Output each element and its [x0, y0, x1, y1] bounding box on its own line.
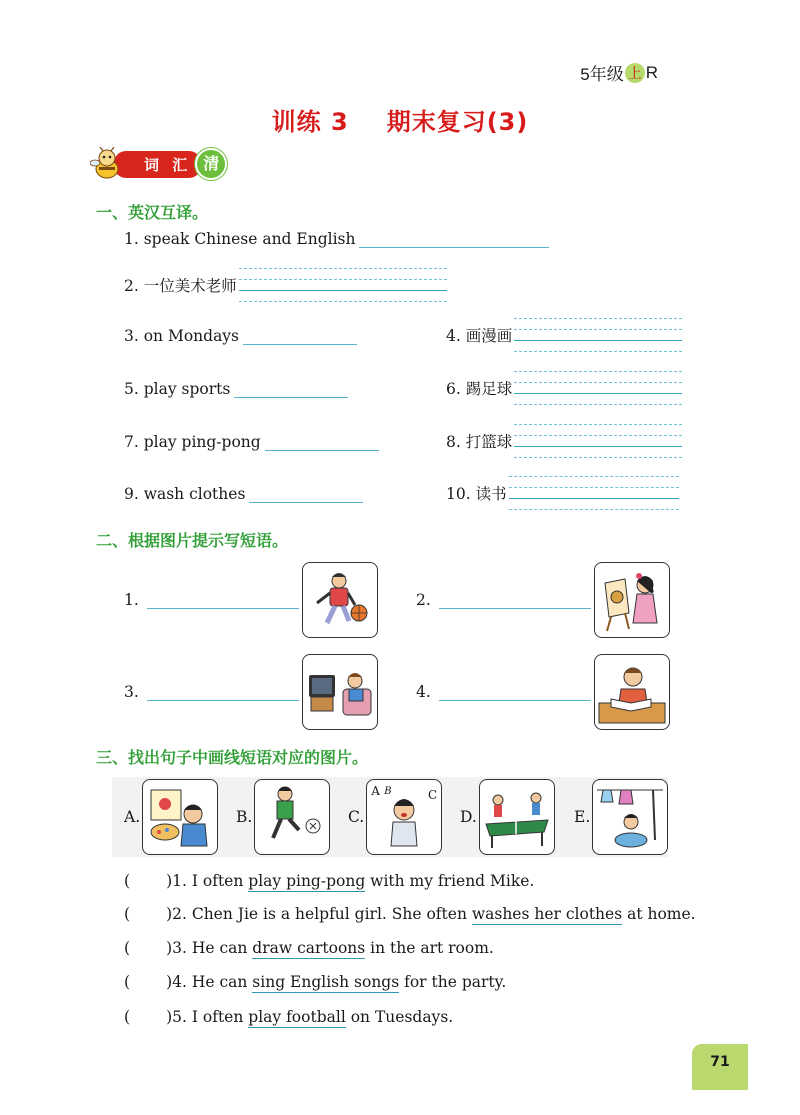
choice-a: A.: [124, 779, 218, 855]
choice-d: D.: [460, 779, 555, 855]
answer-lines[interactable]: [514, 371, 682, 405]
translate-item-6: 6. 踢足球: [446, 371, 682, 405]
draw-cartoons-icon: [142, 779, 218, 855]
choice-b: B.: [236, 779, 330, 855]
section1-heading: 一、英汉互译。: [96, 203, 209, 222]
basketball-player-icon: [302, 562, 378, 638]
grade-suffix: R: [645, 62, 658, 82]
lesson-topic: 期末复习(3): [386, 108, 529, 136]
sentence-4: ( )4. He can sing English songs for the party.: [124, 973, 507, 991]
underlined-phrase: sing English songs: [252, 973, 400, 991]
translate-item-8: 8. 打篮球: [446, 424, 682, 458]
answer-blank[interactable]: [439, 699, 591, 701]
wash-clothes-icon: [592, 779, 668, 855]
translate-item-2: 2. 一位美术老师: [124, 268, 447, 302]
sentence-5: ( )5. I often play football on Tuesdays.: [124, 1008, 454, 1026]
play-football-icon: [254, 779, 330, 855]
answer-blank[interactable]: [359, 246, 549, 248]
picture-item-4: 4.: [416, 683, 591, 701]
boy-reading-icon: [594, 654, 670, 730]
bee-mascot-icon: [90, 147, 124, 181]
music-note-a: A: [371, 784, 380, 798]
grade-badge: 上: [625, 63, 645, 83]
answer-blank[interactable]: [234, 396, 348, 398]
answer-lines[interactable]: [514, 318, 682, 352]
picture-item-2: 2.: [416, 591, 591, 609]
section3-heading: 三、找出句子中画线短语对应的图片。: [96, 748, 369, 767]
underlined-phrase: play ping-pong: [248, 872, 366, 890]
lesson-label: 训练 3: [271, 108, 349, 136]
translate-item-10: 10. 读书: [446, 476, 679, 510]
grade-label: [580, 60, 658, 85]
sentence-1: ( )1. I often play ping-pong with my friend Mike.: [124, 872, 535, 890]
picture-item-3: 3.: [124, 683, 299, 701]
girl-drawing-icon: [594, 562, 670, 638]
translate-item-1: 1. speak Chinese and English: [124, 230, 549, 248]
sing-songs-icon: [366, 779, 442, 855]
page-title: [0, 102, 800, 137]
music-note-b: B: [384, 786, 392, 797]
page-number: 71: [692, 1044, 748, 1090]
grade-prefix: 5年级: [580, 65, 624, 84]
answer-blank[interactable]: [147, 607, 299, 609]
translate-item-9: 9. wash clothes: [124, 485, 363, 503]
watch-tv-icon: [302, 654, 378, 730]
answer-lines[interactable]: [514, 424, 682, 458]
underlined-phrase: play football: [248, 1008, 346, 1026]
picture-item-1: 1.: [124, 591, 299, 609]
choice-c: C. A B C: [348, 779, 442, 855]
translate-item-3: 3. on Mondays: [124, 327, 357, 345]
translate-item-4: 4. 画漫画: [446, 318, 682, 352]
underlined-phrase: draw cartoons: [252, 939, 366, 957]
vocab-badge: 清: [195, 148, 227, 180]
answer-blank[interactable]: [249, 501, 363, 503]
sentence-2: ( )2. Chen Jie is a helpful girl. She often washes her clothes at home.: [124, 905, 696, 923]
answer-blank[interactable]: [439, 607, 591, 609]
answer-lines[interactable]: [239, 268, 447, 302]
underlined-phrase: washes her clothes: [471, 905, 623, 923]
translate-item-7: 7. play ping-pong: [124, 433, 379, 451]
sentence-3: ( )3. He can draw cartoons in the art room.: [124, 939, 494, 957]
choice-e: E.: [574, 779, 668, 855]
music-note-c: C: [428, 788, 438, 802]
ping-pong-table-icon: [479, 779, 555, 855]
answer-lines[interactable]: [509, 476, 679, 510]
answer-blank[interactable]: [265, 449, 379, 451]
answer-blank[interactable]: [147, 699, 299, 701]
vocab-banner: [90, 148, 227, 180]
vocab-label: 词 汇: [114, 151, 201, 178]
section2-heading: 二、根据图片提示写短语。: [96, 531, 289, 550]
answer-blank[interactable]: [243, 343, 357, 345]
translate-item-5: 5. play sports: [124, 380, 348, 398]
